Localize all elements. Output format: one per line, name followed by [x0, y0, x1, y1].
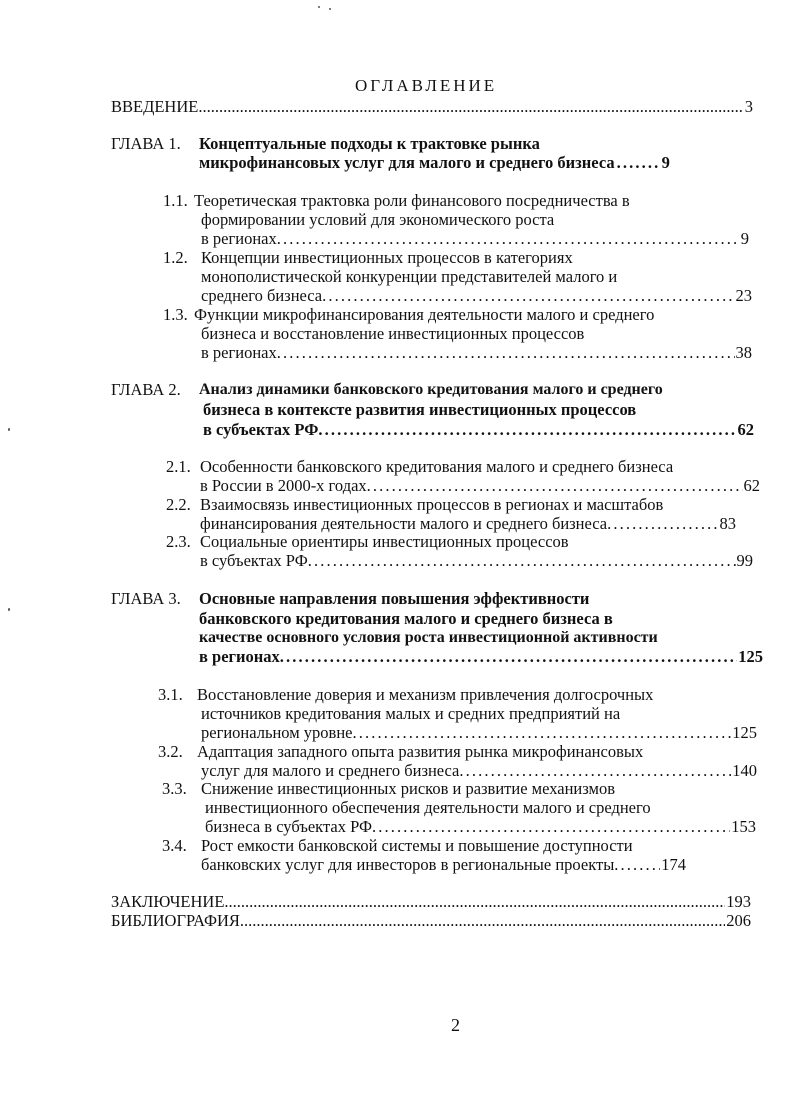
toc-entry-2-1[interactable] — [200, 476, 760, 495]
section-2-1-line: в России в 2000-х годах — [200, 476, 367, 495]
chapter-3-title-line[interactable]: Основные направления повышения эффективности — [199, 589, 590, 608]
scan-speck — [8, 608, 10, 611]
chapter-3-prefix: ГЛАВА 3. — [111, 589, 181, 608]
toc-entry-chapter-2[interactable] — [203, 420, 754, 439]
chapter-3-title-line[interactable]: банковского кредитования малого и среднего бизнеса в — [199, 609, 613, 628]
entry-page: 62 — [737, 420, 754, 439]
dot-leader — [614, 855, 660, 874]
chapter-1-title-line: микрофинансовых услуг для малого и среднего бизнеса — [199, 153, 615, 172]
section-2-3-line[interactable]: Социальные ориентиры инвестиционных процессов — [200, 532, 569, 551]
entry-page: 140 — [732, 761, 757, 780]
section-number: 2.1. — [166, 457, 191, 476]
chapter-2-title-line[interactable]: бизнеса в контексте развития инвестиционных процессов — [203, 400, 637, 419]
entry-page: 62 — [743, 476, 760, 495]
page-title: ОГЛАВЛЕНИЕ — [355, 76, 498, 95]
entry-label: ВВЕДЕНИЕ — [111, 97, 199, 116]
section-3-2-line[interactable]: Адаптация западного опыта развития рынка микрофинансовых — [197, 742, 644, 761]
dot-leader — [367, 476, 743, 495]
entry-page: 99 — [736, 551, 753, 570]
section-number: 3.3. — [162, 779, 187, 798]
dot-leader — [277, 343, 735, 362]
section-number: 2.2. — [166, 495, 191, 514]
toc-entry-1-3[interactable] — [201, 343, 752, 362]
section-3-4-line: банковских услуг для инвесторов в региональные проекты — [201, 855, 615, 874]
section-number: 1.3. — [163, 305, 188, 324]
toc-entry-bibliography[interactable] — [111, 911, 751, 930]
toc-entry-chapter-1[interactable] — [199, 153, 736, 172]
scan-speck — [318, 6, 320, 8]
toc-entry-intro[interactable] — [111, 97, 753, 116]
section-2-1-line[interactable]: Особенности банковского кредитования малого и среднего бизнеса — [200, 457, 674, 476]
scan-speck — [8, 428, 10, 431]
dot-leader — [240, 911, 725, 930]
toc-entry-1-1[interactable] — [201, 229, 749, 248]
section-2-2-line[interactable]: Взаимосвязь инвестиционных процессов в регионах и масштабов — [200, 495, 664, 514]
dot-leader — [617, 153, 661, 172]
toc-entry-3-4[interactable] — [201, 855, 751, 874]
dot-leader — [459, 761, 731, 780]
section-1-1-line[interactable]: формировании условий для экономического роста — [201, 210, 555, 229]
toc-entry-chapter-3[interactable] — [199, 647, 763, 666]
section-3-3-line[interactable]: Снижение инвестиционных рисков и развитие механизмов — [201, 779, 615, 798]
section-1-2-line[interactable]: монополистической конкуренции представителей малого и — [201, 267, 618, 286]
dot-leader — [372, 817, 730, 836]
dot-leader — [322, 286, 734, 305]
dot-leader — [318, 420, 736, 439]
section-3-1-line[interactable]: источников кредитования малых и средних предприятий на — [201, 704, 621, 723]
dot-leader — [224, 892, 725, 911]
dot-leader — [277, 229, 740, 248]
entry-page: 9 — [740, 229, 749, 248]
toc-entry-2-2[interactable] — [200, 514, 736, 533]
section-number: 2.3. — [166, 532, 191, 551]
section-1-1-line: в регионах — [201, 229, 277, 248]
section-1-2-line: среднего бизнеса — [201, 286, 323, 305]
section-3-1-line[interactable]: Восстановление доверия и механизм привлечения долгосрочных — [197, 685, 654, 704]
section-3-1-line: региональном уровне — [201, 723, 353, 742]
chapter-1-prefix: ГЛАВА 1. — [111, 134, 181, 153]
section-3-3-line: бизнеса в субъектах РФ — [205, 817, 373, 836]
page-number: 2 — [451, 1015, 460, 1035]
scan-speck — [329, 8, 331, 10]
section-3-3-line[interactable]: инвестиционного обеспечения деятельности малого и среднего — [205, 798, 651, 817]
section-number: 3.1. — [158, 685, 183, 704]
chapter-3-title-line: в регионах — [199, 647, 280, 666]
section-3-4-line[interactable]: Рост емкости банковской системы и повышение доступности — [201, 836, 633, 855]
entry-label: ЗАКЛЮЧЕНИЕ — [111, 892, 225, 911]
section-1-3-line: в регионах — [201, 343, 277, 362]
chapter-2-title-line: в субъектах РФ — [203, 420, 319, 439]
section-number: 1.2. — [163, 248, 188, 267]
dot-leader — [280, 647, 737, 666]
dot-leader — [353, 723, 732, 742]
entry-page: 38 — [735, 343, 752, 362]
toc-entry-2-3[interactable] — [200, 551, 753, 570]
chapter-1-title-line[interactable]: Концептуальные подходы к трактовке рынка — [199, 134, 540, 153]
entry-page: 125 — [738, 647, 763, 666]
section-3-2-line: услуг для малого и среднего бизнеса — [201, 761, 460, 780]
entry-page: 153 — [731, 817, 756, 836]
toc-entry-1-2[interactable] — [201, 286, 752, 305]
dot-leader — [607, 514, 718, 533]
section-2-2-line: финансирования деятельности малого и среднего бизнеса — [200, 514, 608, 533]
section-2-3-line: в субъектах РФ — [200, 551, 308, 570]
chapter-3-title-line[interactable]: качестве основного условия роста инвестиционной активности — [199, 629, 658, 646]
section-number: 3.2. — [158, 742, 183, 761]
entry-page: 206 — [726, 911, 751, 930]
toc-entry-3-1[interactable] — [201, 723, 757, 742]
section-1-3-line[interactable]: бизнеса и восстановление инвестиционных процессов — [201, 324, 585, 343]
chapter-2-prefix: ГЛАВА 2. — [111, 380, 181, 399]
entry-page: 174 — [661, 855, 687, 874]
dot-leader — [308, 551, 736, 570]
section-1-1-line[interactable]: Теоретическая трактовка роли финансового посредничества в — [194, 191, 630, 210]
entry-page: 193 — [726, 892, 751, 911]
entry-label: БИБЛИОГРАФИЯ — [111, 911, 240, 930]
section-number: 1.1. — [163, 191, 188, 210]
toc-entry-3-3[interactable] — [205, 817, 756, 836]
section-1-3-line[interactable]: Функции микрофинансирования деятельности малого и среднего — [194, 305, 655, 324]
chapter-2-title-line[interactable]: Анализ динамики банковского кредитования малого и среднего — [199, 381, 663, 398]
dot-leader — [198, 97, 743, 116]
entry-page: 23 — [735, 286, 752, 305]
entry-page: 83 — [719, 514, 736, 533]
toc-entry-conclusion[interactable] — [111, 892, 751, 911]
entry-page: 9 — [661, 153, 670, 172]
entry-page: 3 — [744, 97, 753, 116]
section-1-2-line[interactable]: Концепции инвестиционных процессов в категориях — [201, 248, 573, 267]
section-number: 3.4. — [162, 836, 187, 855]
toc-entry-3-2[interactable] — [201, 761, 757, 780]
entry-page: 125 — [732, 723, 757, 742]
